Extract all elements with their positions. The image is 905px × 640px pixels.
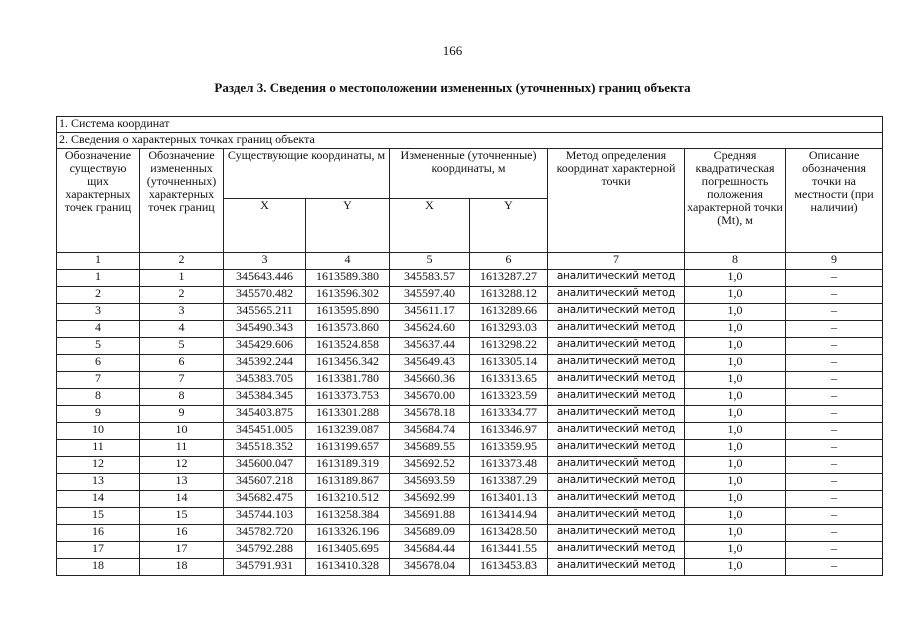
cell-method: аналитический метод bbox=[548, 321, 685, 338]
cell-existing-y: 1613381.780 bbox=[306, 372, 390, 389]
cell-existing-point: 4 bbox=[57, 321, 140, 338]
cell-existing-point: 18 bbox=[57, 559, 140, 576]
cell-changed-point: 3 bbox=[140, 304, 224, 321]
column-number: 8 bbox=[685, 253, 786, 270]
cell-changed-x: 345649.43 bbox=[390, 355, 470, 372]
header-method: Метод определения координат характерной точки bbox=[548, 149, 685, 253]
cell-method: аналитический метод bbox=[548, 525, 685, 542]
cell-error: 1,0 bbox=[685, 338, 786, 355]
table-row bbox=[57, 304, 883, 321]
cell-error: 1,0 bbox=[685, 372, 786, 389]
cell-existing-point: 11 bbox=[57, 440, 140, 457]
header-existing-y: Y bbox=[306, 199, 390, 253]
cell-existing-point: 16 bbox=[57, 525, 140, 542]
column-number: 2 bbox=[140, 253, 224, 270]
cell-error: 1,0 bbox=[685, 474, 786, 491]
cell-changed-y: 1613289.66 bbox=[470, 304, 548, 321]
cell-existing-y: 1613596.302 bbox=[306, 287, 390, 304]
cell-error: 1,0 bbox=[685, 491, 786, 508]
cell-changed-y: 1613359.95 bbox=[470, 440, 548, 457]
cell-description: – bbox=[786, 423, 883, 440]
cell-changed-point: 15 bbox=[140, 508, 224, 525]
cell-method: аналитический метод bbox=[548, 491, 685, 508]
cell-changed-point: 17 bbox=[140, 542, 224, 559]
cell-existing-y: 1613189.319 bbox=[306, 457, 390, 474]
cell-method: аналитический метод bbox=[548, 355, 685, 372]
cell-changed-point: 16 bbox=[140, 525, 224, 542]
table-row bbox=[57, 406, 883, 423]
cell-method: аналитический метод bbox=[548, 389, 685, 406]
cell-changed-x: 345624.60 bbox=[390, 321, 470, 338]
cell-existing-y: 1613189.867 bbox=[306, 474, 390, 491]
page-number: 166 bbox=[442, 43, 463, 58]
cell-changed-x: 345597.40 bbox=[390, 287, 470, 304]
cell-changed-y: 1613293.03 bbox=[470, 321, 548, 338]
cell-changed-x: 345691.88 bbox=[390, 508, 470, 525]
table-row bbox=[57, 338, 883, 355]
cell-description: – bbox=[786, 559, 883, 576]
cell-changed-y: 1613323.59 bbox=[470, 389, 548, 406]
cell-changed-y: 1613414.94 bbox=[470, 508, 548, 525]
table-body bbox=[57, 270, 883, 576]
cell-existing-point: 12 bbox=[57, 457, 140, 474]
table-row bbox=[57, 559, 883, 576]
cell-description: – bbox=[786, 304, 883, 321]
cell-description: – bbox=[786, 406, 883, 423]
column-number: 9 bbox=[786, 253, 883, 270]
cell-changed-x: 345678.04 bbox=[390, 559, 470, 576]
cell-error: 1,0 bbox=[685, 440, 786, 457]
cell-existing-point: 7 bbox=[57, 372, 140, 389]
cell-existing-point: 8 bbox=[57, 389, 140, 406]
table-row bbox=[57, 542, 883, 559]
table-row bbox=[57, 270, 883, 287]
cell-changed-point: 9 bbox=[140, 406, 224, 423]
cell-description: – bbox=[786, 287, 883, 304]
cell-existing-y: 1613210.512 bbox=[306, 491, 390, 508]
cell-changed-point: 1 bbox=[140, 270, 224, 287]
table-row bbox=[57, 372, 883, 389]
cell-existing-point: 17 bbox=[57, 542, 140, 559]
cell-method: аналитический метод bbox=[548, 474, 685, 491]
table-row bbox=[57, 525, 883, 542]
column-number: 6 bbox=[470, 253, 548, 270]
cell-changed-y: 1613441.55 bbox=[470, 542, 548, 559]
cell-changed-x: 345583.57 bbox=[390, 270, 470, 287]
cell-changed-x: 345692.99 bbox=[390, 491, 470, 508]
cell-method: аналитический метод bbox=[548, 559, 685, 576]
header-changed-x: X bbox=[390, 199, 470, 253]
column-number: 3 bbox=[224, 253, 306, 270]
boundary-points-label: 2. Сведения о характерных точках границ объекта bbox=[57, 133, 883, 149]
section-title: Раздел 3. Сведения о местоположении измененных (уточненных) границ объекта bbox=[214, 80, 691, 95]
cell-description: – bbox=[786, 355, 883, 372]
column-number: 5 bbox=[390, 253, 470, 270]
cell-changed-x: 345692.52 bbox=[390, 457, 470, 474]
cell-existing-x: 345607.218 bbox=[224, 474, 306, 491]
header-existing-x: X bbox=[224, 199, 306, 253]
cell-existing-y: 1613239.087 bbox=[306, 423, 390, 440]
cell-existing-x: 345791.931 bbox=[224, 559, 306, 576]
cell-existing-x: 345518.352 bbox=[224, 440, 306, 457]
cell-error: 1,0 bbox=[685, 423, 786, 440]
cell-changed-x: 345684.74 bbox=[390, 423, 470, 440]
column-number: 4 bbox=[306, 253, 390, 270]
cell-description: – bbox=[786, 457, 883, 474]
cell-error: 1,0 bbox=[685, 355, 786, 372]
cell-existing-point: 5 bbox=[57, 338, 140, 355]
cell-existing-point: 15 bbox=[57, 508, 140, 525]
cell-changed-y: 1613401.13 bbox=[470, 491, 548, 508]
cell-error: 1,0 bbox=[685, 542, 786, 559]
cell-existing-point: 6 bbox=[57, 355, 140, 372]
table-row bbox=[57, 389, 883, 406]
table-row bbox=[57, 457, 883, 474]
cell-description: – bbox=[786, 338, 883, 355]
cell-changed-y: 1613373.48 bbox=[470, 457, 548, 474]
cell-existing-y: 1613456.342 bbox=[306, 355, 390, 372]
cell-changed-point: 10 bbox=[140, 423, 224, 440]
cell-existing-point: 9 bbox=[57, 406, 140, 423]
cell-changed-x: 345689.09 bbox=[390, 525, 470, 542]
cell-existing-point: 13 bbox=[57, 474, 140, 491]
cell-changed-x: 345637.44 bbox=[390, 338, 470, 355]
cell-description: – bbox=[786, 508, 883, 525]
cell-existing-point: 2 bbox=[57, 287, 140, 304]
cell-existing-x: 345451.005 bbox=[224, 423, 306, 440]
table-header bbox=[57, 117, 883, 270]
cell-changed-y: 1613428.50 bbox=[470, 525, 548, 542]
cell-changed-point: 11 bbox=[140, 440, 224, 457]
header-changed-y: Y bbox=[470, 199, 548, 253]
cell-existing-point: 3 bbox=[57, 304, 140, 321]
header-changed-coordinates: Измененные (уточненные) координаты, м bbox=[390, 149, 548, 199]
cell-existing-x: 345643.446 bbox=[224, 270, 306, 287]
cell-existing-x: 345490.343 bbox=[224, 321, 306, 338]
cell-existing-y: 1613258.384 bbox=[306, 508, 390, 525]
cell-method: аналитический метод bbox=[548, 372, 685, 389]
cell-description: – bbox=[786, 542, 883, 559]
cell-existing-y: 1613524.858 bbox=[306, 338, 390, 355]
cell-method: аналитический метод bbox=[548, 440, 685, 457]
table-row bbox=[57, 491, 883, 508]
cell-description: – bbox=[786, 525, 883, 542]
cell-error: 1,0 bbox=[685, 525, 786, 542]
cell-method: аналитический метод bbox=[548, 508, 685, 525]
table-row bbox=[57, 440, 883, 457]
cell-existing-x: 345392.244 bbox=[224, 355, 306, 372]
header-changed-point: Обозначение измененных (уточненных) характерных точек границ bbox=[140, 149, 224, 253]
cell-existing-x: 345384.345 bbox=[224, 389, 306, 406]
cell-description: – bbox=[786, 270, 883, 287]
cell-changed-x: 345684.44 bbox=[390, 542, 470, 559]
cell-changed-point: 2 bbox=[140, 287, 224, 304]
cell-changed-point: 12 bbox=[140, 457, 224, 474]
cell-existing-x: 345792.288 bbox=[224, 542, 306, 559]
cell-existing-y: 1613573.860 bbox=[306, 321, 390, 338]
cell-changed-y: 1613288.12 bbox=[470, 287, 548, 304]
cell-error: 1,0 bbox=[685, 508, 786, 525]
cell-description: – bbox=[786, 474, 883, 491]
cell-changed-y: 1613387.29 bbox=[470, 474, 548, 491]
column-number-row bbox=[57, 253, 883, 270]
cell-changed-y: 1613453.83 bbox=[470, 559, 548, 576]
cell-changed-y: 1613305.14 bbox=[470, 355, 548, 372]
cell-existing-y: 1613595.890 bbox=[306, 304, 390, 321]
table-row bbox=[57, 355, 883, 372]
cell-description: – bbox=[786, 372, 883, 389]
cell-changed-point: 5 bbox=[140, 338, 224, 355]
cell-changed-point: 8 bbox=[140, 389, 224, 406]
table-row bbox=[57, 474, 883, 491]
cell-changed-y: 1613334.77 bbox=[470, 406, 548, 423]
header-description: Описание обозначения точки на местности (при наличии) bbox=[786, 149, 883, 253]
cell-changed-x: 345670.00 bbox=[390, 389, 470, 406]
cell-changed-point: 4 bbox=[140, 321, 224, 338]
cell-existing-y: 1613405.695 bbox=[306, 542, 390, 559]
cell-existing-y: 1613373.753 bbox=[306, 389, 390, 406]
cell-changed-point: 13 bbox=[140, 474, 224, 491]
cell-existing-y: 1613301.288 bbox=[306, 406, 390, 423]
cell-changed-point: 18 bbox=[140, 559, 224, 576]
cell-error: 1,0 bbox=[685, 304, 786, 321]
cell-changed-point: 7 bbox=[140, 372, 224, 389]
cell-existing-x: 345429.606 bbox=[224, 338, 306, 355]
coordinates-table bbox=[56, 116, 883, 576]
cell-existing-point: 1 bbox=[57, 270, 140, 287]
header-error: Средняя квадратическая погрешность положения характерной точки (Mt), м bbox=[685, 149, 786, 253]
cell-error: 1,0 bbox=[685, 559, 786, 576]
cell-existing-y: 1613410.328 bbox=[306, 559, 390, 576]
cell-changed-x: 345660.36 bbox=[390, 372, 470, 389]
cell-existing-x: 345682.475 bbox=[224, 491, 306, 508]
cell-method: аналитический метод bbox=[548, 338, 685, 355]
cell-method: аналитический метод bbox=[548, 304, 685, 321]
cell-existing-point: 14 bbox=[57, 491, 140, 508]
cell-error: 1,0 bbox=[685, 389, 786, 406]
cell-existing-x: 345600.047 bbox=[224, 457, 306, 474]
column-number: 7 bbox=[548, 253, 685, 270]
cell-changed-x: 345678.18 bbox=[390, 406, 470, 423]
cell-description: – bbox=[786, 321, 883, 338]
table-row bbox=[57, 321, 883, 338]
column-number: 1 bbox=[57, 253, 140, 270]
cell-existing-y: 1613199.657 bbox=[306, 440, 390, 457]
cell-error: 1,0 bbox=[685, 406, 786, 423]
cell-changed-x: 345611.17 bbox=[390, 304, 470, 321]
cell-description: – bbox=[786, 389, 883, 406]
cell-changed-y: 1613346.97 bbox=[470, 423, 548, 440]
coordinate-system-label: 1. Система координат bbox=[57, 117, 883, 133]
cell-existing-x: 345565.211 bbox=[224, 304, 306, 321]
cell-error: 1,0 bbox=[685, 457, 786, 474]
cell-existing-x: 345782.720 bbox=[224, 525, 306, 542]
cell-description: – bbox=[786, 440, 883, 457]
cell-changed-point: 6 bbox=[140, 355, 224, 372]
cell-description: – bbox=[786, 491, 883, 508]
cell-changed-x: 345689.55 bbox=[390, 440, 470, 457]
cell-method: аналитический метод bbox=[548, 457, 685, 474]
cell-error: 1,0 bbox=[685, 270, 786, 287]
header-existing-coordinates: Существующие координаты, м bbox=[224, 149, 390, 199]
cell-changed-point: 14 bbox=[140, 491, 224, 508]
header-existing-point: Обозначение существую щих характерных точек границ bbox=[57, 149, 140, 253]
cell-method: аналитический метод bbox=[548, 270, 685, 287]
table-row bbox=[57, 287, 883, 304]
cell-changed-y: 1613313.65 bbox=[470, 372, 548, 389]
cell-method: аналитический метод bbox=[548, 542, 685, 559]
cell-method: аналитический метод bbox=[548, 287, 685, 304]
cell-method: аналитический метод bbox=[548, 406, 685, 423]
cell-changed-y: 1613287.27 bbox=[470, 270, 548, 287]
cell-method: аналитический метод bbox=[548, 423, 685, 440]
cell-existing-y: 1613589.380 bbox=[306, 270, 390, 287]
cell-error: 1,0 bbox=[685, 287, 786, 304]
cell-existing-x: 345383.705 bbox=[224, 372, 306, 389]
cell-existing-x: 345744.103 bbox=[224, 508, 306, 525]
table-row bbox=[57, 508, 883, 525]
cell-existing-x: 345570.482 bbox=[224, 287, 306, 304]
table-row bbox=[57, 423, 883, 440]
cell-existing-y: 1613326.196 bbox=[306, 525, 390, 542]
cell-existing-point: 10 bbox=[57, 423, 140, 440]
cell-changed-y: 1613298.22 bbox=[470, 338, 548, 355]
cell-error: 1,0 bbox=[685, 321, 786, 338]
cell-changed-x: 345693.59 bbox=[390, 474, 470, 491]
cell-existing-x: 345403.875 bbox=[224, 406, 306, 423]
